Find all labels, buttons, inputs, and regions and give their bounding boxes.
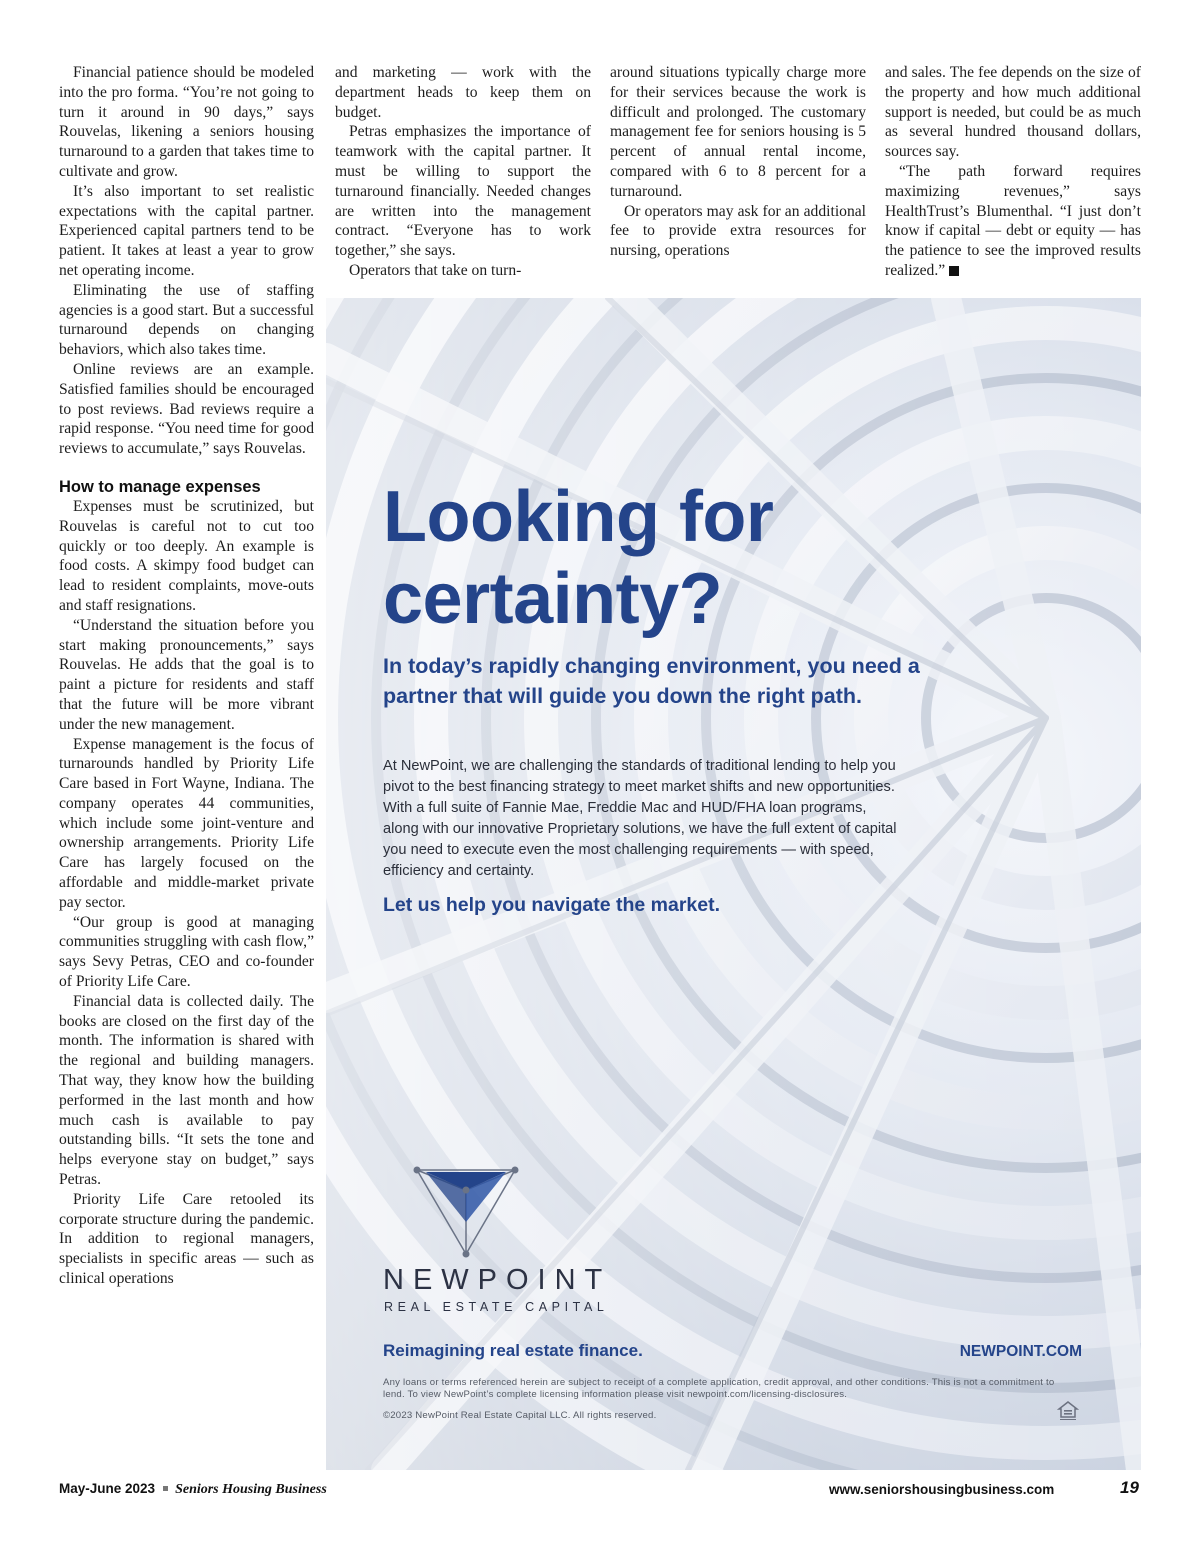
ad-disclaimer: Any loans or terms referenced herein are subject to receipt of a complete application, credit approval, and other conditions. This is not a commitment to lend. To view NewPoint’s complete licensing information please visit newpoint.com/licensing-disclosures. (383, 1377, 1055, 1400)
paragraph: Eliminating the use of staffing agencies is a good start. But a successful turnaround depends on changing behaviors, which also takes time. (59, 281, 314, 359)
article-column-2 (335, 63, 591, 281)
article-column-3 (610, 63, 866, 261)
paragraph: Financial data is collected daily. The books are closed on the first day of the month. The information is shared with the regional and building managers. That way, they know how the building performed in the last month and how much cash is available to pay outstanding bills. “It sets the tone and helps everyone stay on budget,” says Petras. (59, 992, 314, 1189)
logo-wordmark: NEWPOINT (383, 1264, 612, 1296)
ad-website-link[interactable]: NEWPOINT.COM (959, 1343, 1082, 1360)
paragraph: Priority Life Care retooled its corporate structure during the pandemic. In addition to regional managers, specialists in specific areas — such as clinical operations (59, 1190, 314, 1288)
ad-subhead: In today’s rapidly changing environment, you need a partner that will guide you down the right path. (383, 654, 920, 708)
headline-line-2: certainty? (383, 559, 723, 639)
paragraph: around situations typically charge more for their services because the work is difficult and prolonged. The customary management fee for seniors housing is 5 percent of annual rental income, compared with 6 to 8 percent for a turnaround. (610, 64, 866, 200)
paragraph: Online reviews are an example. Satisfied families should be encouraged to post reviews. Bad reviews require a rapid response. “You need time for good reviews to accumulate,” says Rouvelas. (59, 360, 314, 458)
paragraph: Or operators may ask for an additional fee to provide extra resources for nursing, operations (610, 202, 866, 260)
logo-subtitle: REAL ESTATE CAPITAL (384, 1300, 609, 1314)
page-footer-left (59, 1481, 327, 1498)
publication-name: Seniors Housing Business (175, 1482, 327, 1497)
footer-website-link[interactable]: www.seniorshousingbusiness.com (829, 1482, 1055, 1497)
paragraph: “Our group is good at managing communities struggling with cash flow,” says Sevy Petras, CEO and co-founder of Priority Life Care. (59, 913, 314, 991)
paragraph: Expense management is the focus of turnarounds handled by Priority Life Care based in Fort Wayne, Indiana. The company operates 44 communities, which include some joint-venture and ownership arrangements. Priority Life Care has largely focused on the affordable and middle-market private pay sector. (59, 735, 314, 911)
paragraph: and marketing — work with the department heads to keep them on budget. (335, 64, 591, 121)
article-column-4 (885, 63, 1141, 281)
headline-line-1: Looking for (383, 477, 774, 557)
separator-square (163, 1486, 168, 1491)
ad-body-copy: At NewPoint, we are challenging the standards of traditional lending to help you pivot to the best financing strategy to meet market shifts and new opportunities. With a full suite of Fannie Mae, Freddie Mac and HUD/FHA loan programs, along with our innovative Proprietary solutions, we have the full extent of capital you need to execute even the most challenging requirements — with speed, efficiency and certainty. (383, 758, 897, 879)
newpoint-advertisement[interactable] (326, 298, 1141, 1470)
closing-quote-text: “The path forward requires maximizing revenues,” says HealthTrust’s Blumenthal. “I just don’t know if capital — debt or equity — has the patience to see the improved results realized.” (885, 162, 1141, 279)
ad-call-to-action[interactable]: Let us help you navigate the market. (383, 894, 721, 916)
paragraph: Petras emphasizes the importance of teamwork with the capital partner. It must be willing to support the turnaround financially. Needed changes are written into the management contract. “Everyone has to work together,” she says. (335, 123, 591, 260)
paragraph: and sales. The fee depends on the size of the property and how much additional support is needed, but could be as much as several hundred thousand dollars, sources say. (885, 64, 1141, 161)
page-number: 19 (1120, 1478, 1139, 1497)
paragraph: Expenses must be scrutinized, but Rouvelas is careful not to cut too quickly or too deeply. An example is food costs. A skimpy food budget can lead to resident complaints, move-outs and staff resignations. (59, 497, 314, 614)
paragraph: Financial patience should be modeled into the pro forma. “You’re not going to turn it around in 90 days,” says Rouvelas, likening a seniors housing turnaround to a garden that takes time to cultivate and grow. (59, 64, 314, 180)
section-heading: How to manage expenses (59, 477, 261, 496)
ad-tagline: Reimagining real estate finance. (383, 1341, 643, 1360)
paragraph: “Understand the situation before you start making pronouncements,” says Rouvelas. He adds that the goal is to paint a picture for residents and staff that the future will be more vibrant under the new management. (59, 616, 314, 733)
ad-headline (383, 476, 773, 640)
paragraph: Operators that take on turn- (349, 261, 522, 279)
end-of-article-mark (949, 266, 959, 276)
paragraph: It’s also important to set realistic expectations with the capital partner. Experienced capital partners tend to be patient. It takes at least a year to grow net operating income. (59, 182, 314, 279)
paragraph (885, 162, 1141, 281)
equal-housing-lender-icon (1057, 1400, 1079, 1422)
article-column-1 (59, 63, 314, 1289)
ad-copyright: ©2023 NewPoint Real Estate Capital LLC. All rights reserved. (383, 1410, 657, 1421)
issue-date: May-June 2023 (59, 1481, 156, 1496)
